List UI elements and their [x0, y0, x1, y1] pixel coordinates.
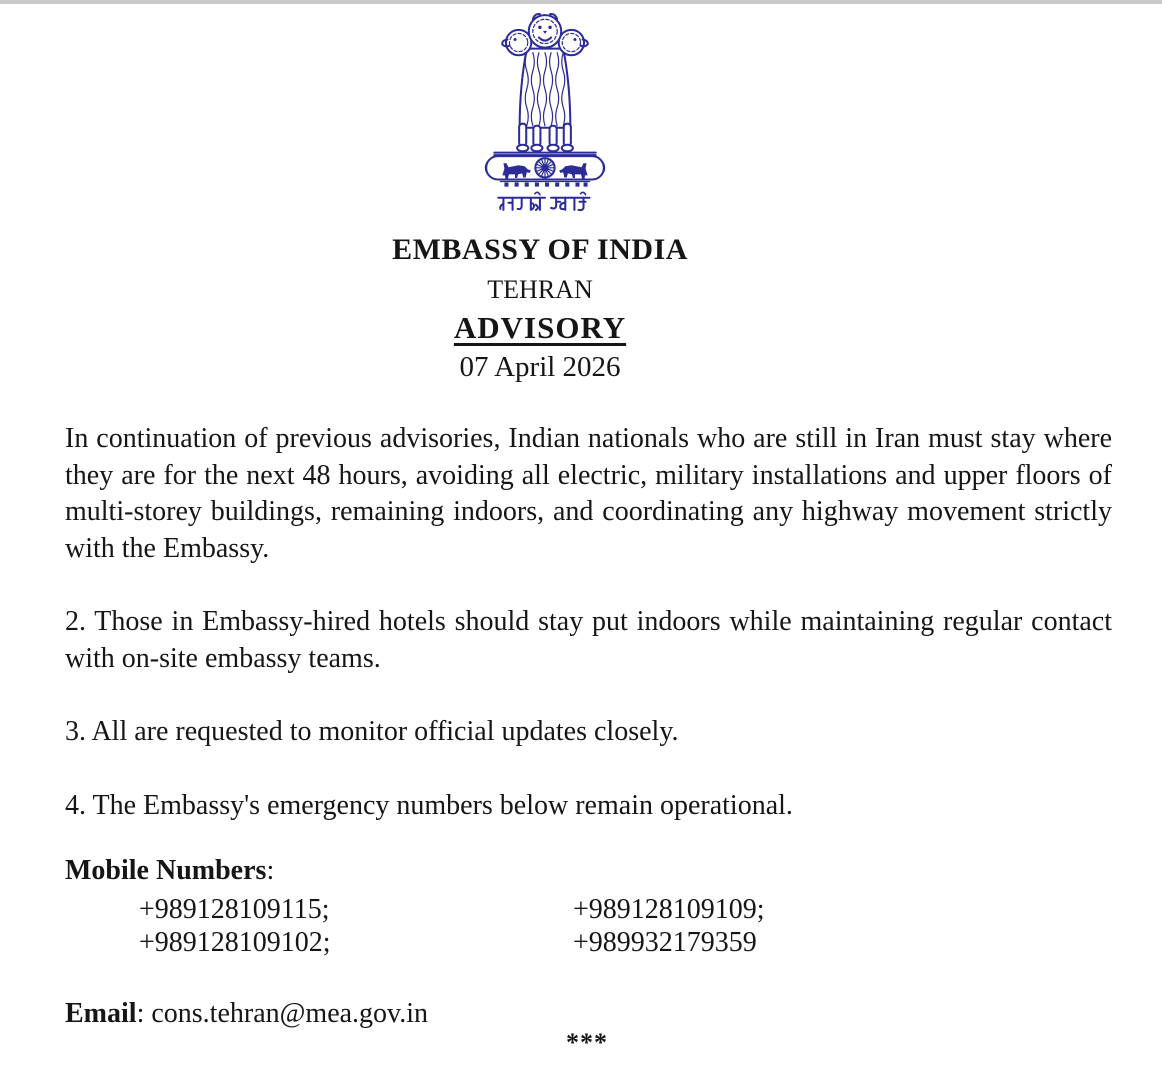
phone-number: +989932179359	[573, 927, 757, 958]
phone-numbers-list	[65, 894, 959, 959]
phone-number: +989128109102;	[139, 927, 331, 958]
document-date: 07 April 2026	[459, 351, 621, 383]
capital-rail	[494, 153, 595, 156]
advisory-body	[65, 421, 1112, 861]
mobile-numbers-section	[65, 855, 1112, 959]
phone-number: +989128109115;	[139, 894, 330, 925]
india-emblem	[474, 6, 616, 219]
end-of-document-mark: ***	[566, 1028, 608, 1057]
email-label: Email	[65, 998, 137, 1029]
paragraph-4: 4. The Embassy's emergency numbers below remain operational.	[65, 789, 793, 821]
lion-bodies	[520, 49, 571, 128]
email-line	[65, 998, 428, 1030]
lion-capital-icon	[474, 6, 616, 214]
mobile-numbers-colon: :	[266, 855, 275, 886]
dharma-chakra-icon	[535, 158, 554, 177]
phone-number: +989128109109;	[573, 894, 765, 925]
email-address: cons.tehran@mea.gov.in	[151, 998, 429, 1029]
document-type-heading: ADVISORY	[453, 310, 627, 345]
mobile-numbers-label: Mobile Numbers	[65, 855, 267, 886]
document-header	[0, 232, 1080, 386]
center-lion-head	[529, 14, 561, 48]
embassy-title: EMBASSY OF INDIA	[392, 233, 688, 266]
dentil-base	[500, 182, 589, 187]
motto-satyameva-jayate	[498, 192, 589, 210]
email-separator: :	[136, 998, 152, 1029]
screenshot-top-bar	[0, 0, 1162, 4]
embassy-location: TEHRAN	[487, 275, 593, 304]
abacus	[485, 156, 604, 179]
paragraph-2: 2. Those in Embassy-hired hotels should stay put indoors while maintaining regular contact with on-site embassy teams.	[65, 606, 1112, 674]
paragraph-3: 3. All are requested to monitor official updates closely.	[65, 716, 679, 747]
mobile-numbers-heading	[65, 855, 1112, 887]
paragraph-1: In continuation of previous advisories, Indian nationals who are still in Iran must stay where they are for the next 48 hours, avoiding all electric, military installations and upper floors of multi-storey buildings, remaining indoors, and coordinating any highway movement strictly with the Embassy.	[65, 423, 1112, 564]
